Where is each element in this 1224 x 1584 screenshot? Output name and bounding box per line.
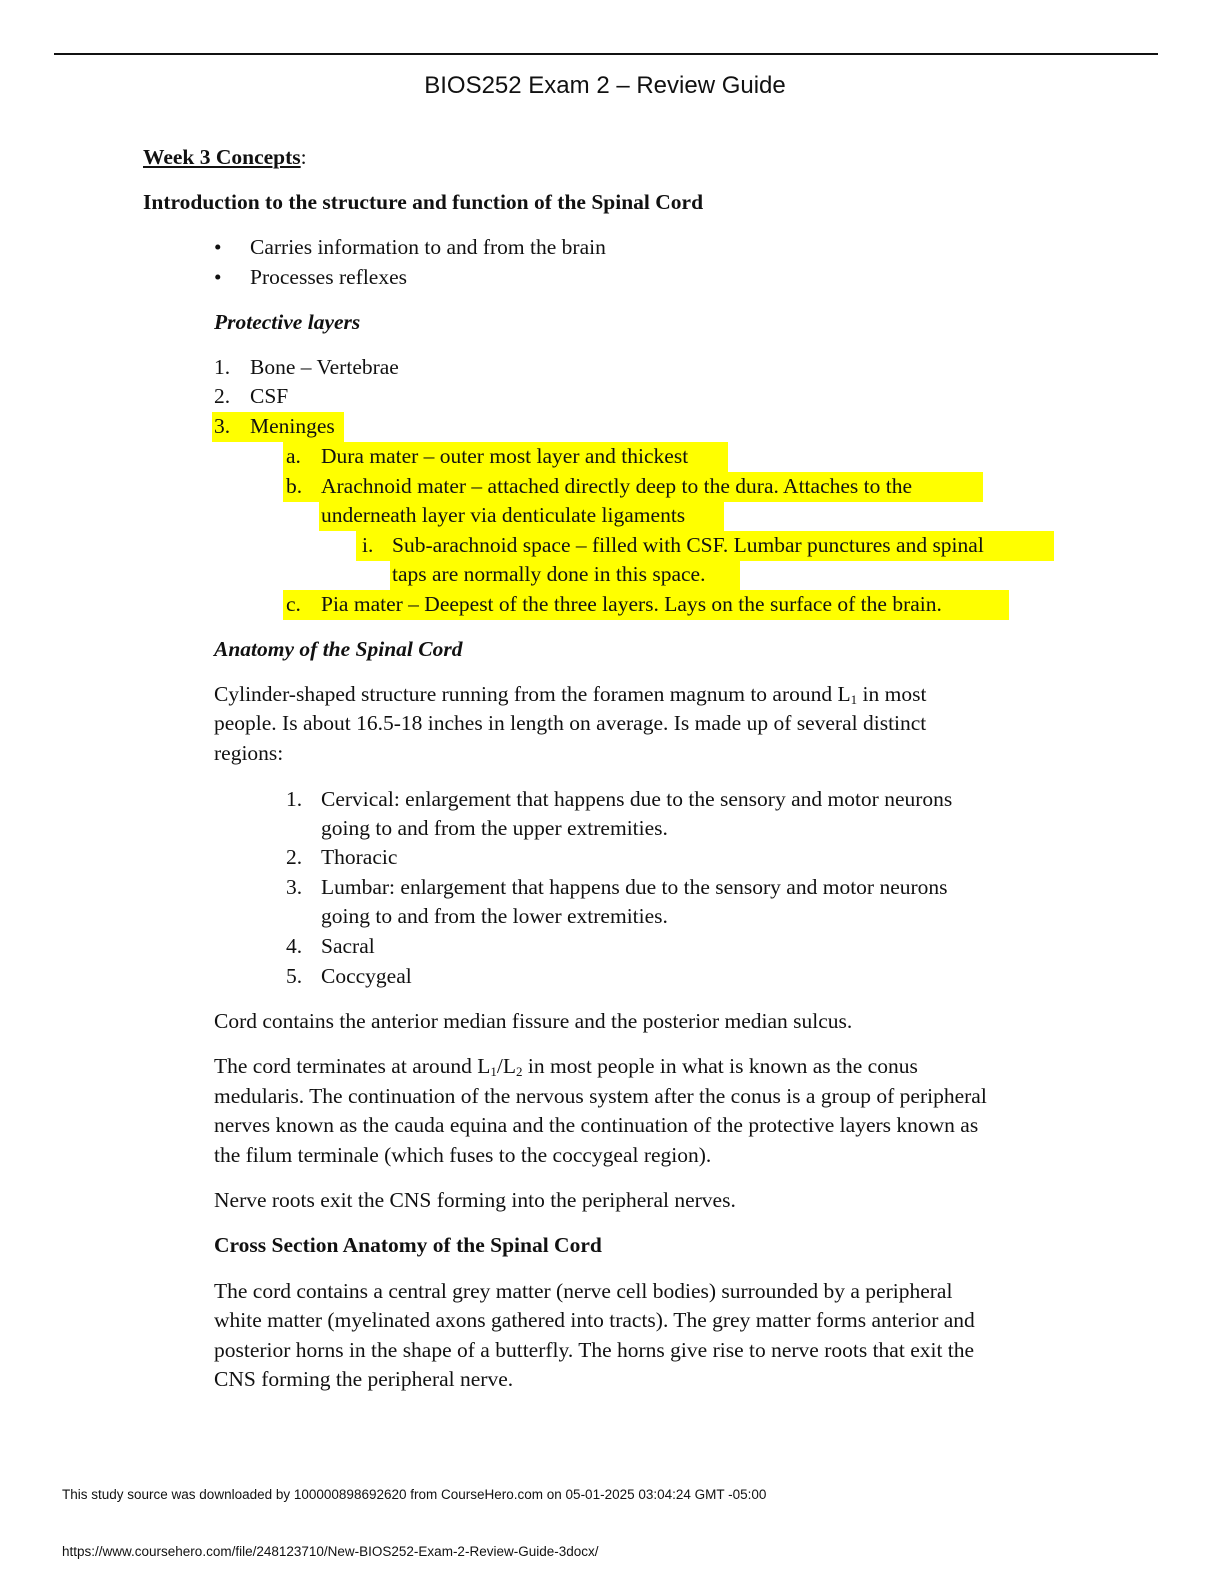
terminates-text: /L: [496, 1054, 517, 1078]
region-item-cervical-cont: going to and from the upper extremities.: [321, 816, 668, 840]
cross-para-line1: The cord contains a central grey matter (nerve cell bodies) surrounded by a peripheral: [214, 1279, 953, 1303]
arachnoid-subitem-line1: Sub-arachnoid space – filled with CSF. Lumbar punctures and spinal: [392, 533, 984, 557]
week-heading-colon: :: [300, 145, 307, 169]
protective-item-bone: Bone – Vertebrae: [250, 355, 399, 379]
protective-item-csf: CSF: [250, 384, 289, 408]
meninges-item-arachnoid-line2: underneath layer via denticulate ligaments: [321, 503, 686, 527]
week-heading-text: Week 3 Concepts: [143, 145, 301, 169]
list-marker: b.: [286, 474, 303, 498]
subscript: 1: [850, 692, 858, 707]
page-title: BIOS252 Exam 2 – Review Guide: [424, 72, 786, 99]
subscript: 2: [516, 1064, 523, 1079]
region-item-thoracic: Thoracic: [321, 845, 398, 869]
protective-heading: Protective layers: [214, 310, 361, 334]
list-marker: 5.: [286, 964, 303, 988]
region-item-coccygeal: Coccygeal: [321, 964, 412, 988]
bullet-item-1: Carries information to and from the brain: [250, 235, 606, 259]
cross-para-line2: white matter (myelinated axons gathered into tracts). The grey matter forms anterior and: [214, 1308, 975, 1332]
terminates-para-line4: the filum terminale (which fuses to the coccygeal region).: [214, 1143, 712, 1167]
subscript: 1: [490, 1064, 497, 1079]
fissure-paragraph: Cord contains the anterior median fissure and the posterior median sulcus.: [214, 1009, 853, 1033]
list-marker: a.: [286, 444, 301, 468]
arachnoid-subitem-line2: taps are normally done in this space.: [392, 562, 706, 586]
list-marker: c.: [286, 592, 301, 616]
cross-section-heading: Cross Section Anatomy of the Spinal Cord: [214, 1233, 602, 1257]
list-marker: 1.: [214, 355, 231, 379]
cross-para-line4: CNS forming the peripheral nerve.: [214, 1367, 514, 1391]
terminates-para-line3: nerves known as the cauda equina and the continuation of the protective layers known as: [214, 1113, 979, 1137]
anatomy-heading: Anatomy of the Spinal Cord: [214, 637, 463, 661]
terminates-para-line1: [214, 1052, 918, 1082]
region-item-sacral: Sacral: [321, 934, 375, 958]
bullet-icon: •: [214, 265, 222, 289]
bullet-item-2: Processes reflexes: [250, 265, 408, 289]
list-marker: 2.: [214, 384, 231, 408]
meninges-item-dura: Dura mater – outer most layer and thickest: [321, 444, 689, 468]
anatomy-para-line1: [214, 680, 926, 710]
cross-para-line3: posterior horns in the shape of a butterfly. The horns give rise to nerve roots that exit the: [214, 1338, 975, 1362]
protective-item-meninges: Meninges: [250, 414, 335, 438]
footer-url[interactable]: https://www.coursehero.com/file/248123710/New-BIOS252-Exam-2-Review-Guide-3docx/: [62, 1544, 599, 1559]
region-item-lumbar-cont: going to and from the lower extremities.: [321, 904, 668, 928]
week-heading: [143, 143, 307, 173]
header-rule: [54, 53, 1158, 55]
list-marker: i.: [362, 533, 374, 557]
terminates-text: The cord terminates at around L: [214, 1054, 491, 1078]
anatomy-text: Cylinder-shaped structure running from the foramen magnum to around L: [214, 682, 851, 706]
meninges-item-arachnoid-line1: Arachnoid mater – attached directly deep to the dura. Attaches to the: [321, 474, 913, 498]
anatomy-para-line3: regions:: [214, 741, 284, 765]
terminates-para-line2: medularis. The continuation of the nervous system after the conus is a group of peripheral: [214, 1084, 987, 1108]
region-item-cervical: Cervical: enlargement that happens due to the sensory and motor neurons: [321, 787, 953, 811]
meninges-item-pia: Pia mater – Deepest of the three layers. Lays on the surface of the brain.: [321, 592, 942, 616]
list-marker: 1.: [286, 787, 303, 811]
list-marker: 3.: [214, 414, 231, 438]
list-marker: 4.: [286, 934, 303, 958]
roots-paragraph: Nerve roots exit the CNS forming into the peripheral nerves.: [214, 1188, 736, 1212]
list-marker: 2.: [286, 845, 303, 869]
intro-heading: Introduction to the structure and function of the Spinal Cord: [143, 190, 704, 214]
anatomy-para-line2: people. Is about 16.5-18 inches in length on average. Is made up of several distinct: [214, 711, 927, 735]
region-item-lumbar: Lumbar: enlargement that happens due to the sensory and motor neurons: [321, 875, 948, 899]
footer-source: This study source was downloaded by 100000898692620 from CourseHero.com on 05-01-2025 03:04:24 GMT -05:00: [62, 1487, 767, 1502]
anatomy-text: in most: [857, 682, 927, 706]
terminates-text: in most people in what is known as the conus: [522, 1054, 918, 1078]
bullet-icon: •: [214, 235, 222, 259]
list-marker: 3.: [286, 875, 303, 899]
